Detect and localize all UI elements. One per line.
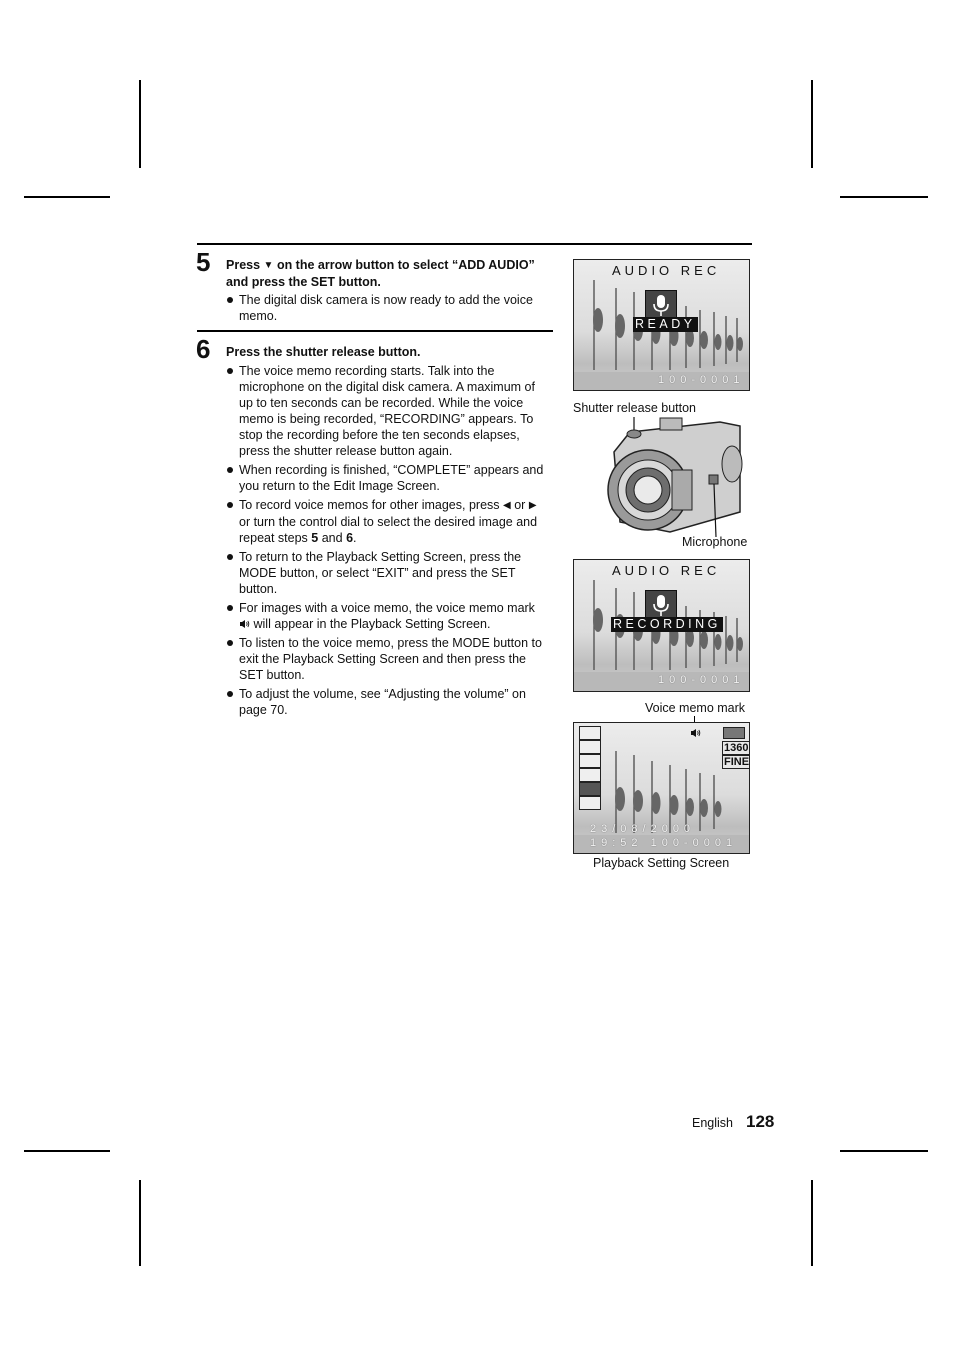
slideshow-icon: [579, 796, 601, 810]
crop-mark: [840, 1150, 928, 1152]
voice-memo-mark-caption: Voice memo mark: [645, 701, 746, 715]
date-display: 23/08/2000: [590, 823, 696, 835]
list-item: To return to the Playback Setting Screen, press the MODE button, or select “EXIT” and press the SET button.: [226, 549, 551, 597]
battery-icon: [723, 727, 745, 739]
step-divider: [197, 330, 553, 332]
voice-memo-mark-icon: [690, 728, 701, 738]
left-arrow-icon: ◀: [503, 500, 511, 511]
list-item: The voice memo recording starts. Talk into the microphone on the digital disk camera. A maximum of up to ten seconds can be recorded. While the voice memo is being recorded, “RECORDING” appears. To stop the recording before the ten seconds elapses, press the shutter release button again.: [226, 363, 551, 459]
quality-indicator: FINE: [724, 756, 750, 768]
list-item: When recording is finished, “COMPLETE” appears and you return to the Edit Image Screen.: [226, 462, 551, 494]
list-item: For images with a voice memo, the voice memo mark will appear in the Playback Setting Screen.: [226, 600, 551, 632]
footer-language: English: [692, 1116, 733, 1130]
list-item: To record voice memos for other images, press ◀ or ▶ or turn the control dial to select the desired image and repeat steps 5 and 6.: [226, 497, 551, 546]
voice-memo-icon: [239, 619, 250, 629]
resolution-indicator: 1360: [724, 742, 749, 754]
crop-mark: [24, 196, 110, 198]
image-counter: 100-0001: [658, 674, 745, 686]
print-icon: [579, 782, 601, 796]
crop-mark: [811, 1180, 813, 1266]
multi-image-icon: [579, 726, 601, 740]
crop-mark: [811, 80, 813, 168]
recording-label: RECORDING: [613, 617, 721, 631]
shutter-release-caption: Shutter release button: [573, 401, 696, 415]
section-rule: [197, 243, 752, 245]
camera-illustration: [600, 412, 752, 542]
page-number: 128: [746, 1112, 775, 1131]
microphone-port: [709, 475, 718, 484]
crop-mark: [24, 1150, 110, 1152]
playback-setting-caption: Playback Setting Screen: [593, 856, 730, 870]
list-item: To adjust the volume, see “Adjusting the volume” on page 70.: [226, 686, 551, 718]
delete-trash-icon: [579, 768, 601, 782]
step-5-bullets: [226, 292, 551, 327]
playback-setting-screen: [573, 722, 750, 854]
list-item: To listen to the voice memo, press the MODE button to exit the Playback Setting Screen and then press the SET button.: [226, 635, 551, 683]
list-item: The digital disk camera is now ready to add the voice memo.: [226, 292, 551, 324]
step-6-heading: Press the shutter release button.: [226, 345, 421, 359]
ready-label: READY: [635, 317, 696, 331]
screen-title: AUDIO REC: [612, 563, 721, 578]
image-counter: 100-0001: [658, 374, 745, 386]
down-arrow-icon: ▼: [263, 260, 274, 271]
crop-mark: [139, 80, 141, 168]
time-counter-display: 19:52 100-0001: [590, 837, 738, 849]
audio-rec-recording-screen: [573, 559, 750, 692]
right-arrow-icon: ▶: [528, 500, 537, 511]
microphone-caption: Microphone: [682, 535, 748, 549]
microphone-icon: [645, 590, 677, 620]
protect-key-icon: [579, 754, 601, 768]
crop-mark: [840, 196, 928, 198]
screen-title: AUDIO REC: [612, 263, 721, 278]
zoom-icon: [579, 740, 601, 754]
step-5-number: 5: [196, 247, 211, 277]
step-6-number: 6: [196, 334, 211, 364]
microphone-icon: [645, 290, 677, 320]
step-6-bullets: [226, 363, 551, 721]
crop-mark: [139, 1180, 141, 1266]
step-5-heading: Press ▼ on the arrow button to select “ADD AUDIO” and press the SET button.: [226, 258, 535, 289]
audio-rec-ready-screen: [573, 259, 750, 391]
